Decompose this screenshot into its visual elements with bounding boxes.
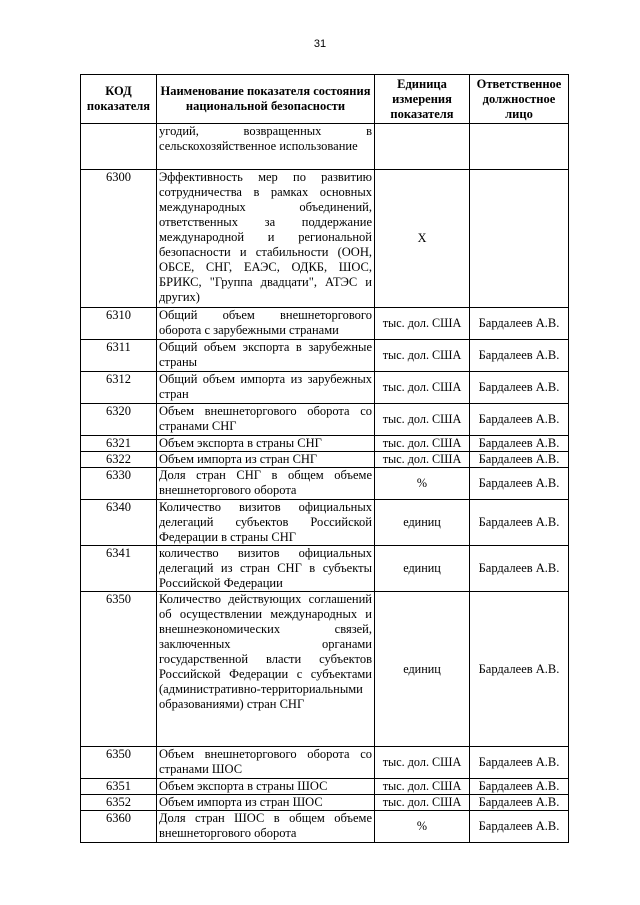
row-unit: единиц	[375, 592, 470, 747]
row-responsible: Бардалеев А.В.	[470, 747, 569, 779]
row-name: Общий объем экспорта в зарубежные страны	[157, 340, 375, 372]
table-header-row	[81, 75, 569, 124]
row-responsible: Бардалеев А.В.	[470, 468, 569, 500]
row-responsible: Бардалеев А.В.	[470, 340, 569, 372]
header-code: КОД показателя	[81, 75, 157, 124]
row-responsible: Бардалеев А.В.	[470, 811, 569, 843]
row-code: 6360	[81, 811, 157, 843]
row-code: 6350	[81, 747, 157, 779]
table-row	[81, 795, 569, 811]
row-name: Доля стран ШОС в общем объеме внешнеторгового оборота	[157, 811, 375, 843]
row-code: 6352	[81, 795, 157, 811]
table-row	[81, 404, 569, 436]
row-name: Объем внешнеторгового оборота со странами ШОС	[157, 747, 375, 779]
indicators-table	[80, 74, 569, 843]
table-row	[81, 124, 569, 170]
row-code: 6300	[81, 170, 157, 308]
row-name: Объем внешнеторгового оборота со странами СНГ	[157, 404, 375, 436]
row-responsible: Бардалеев А.В.	[470, 308, 569, 340]
page-number: 31	[313, 38, 327, 50]
row-code: 6322	[81, 452, 157, 468]
table-row	[81, 779, 569, 795]
row-unit: тыс. дол. США	[375, 747, 470, 779]
row-code: 6320	[81, 404, 157, 436]
row-unit: единиц	[375, 546, 470, 592]
row-responsible: Бардалеев А.В.	[470, 500, 569, 546]
row-code: 6330	[81, 468, 157, 500]
header-responsible: Ответственное должностное лицо	[470, 75, 569, 124]
row-name: Объем экспорта в страны ШОС	[157, 779, 375, 795]
table-row	[81, 811, 569, 843]
row-name: Объем экспорта в страны СНГ	[157, 436, 375, 452]
row-code: 6321	[81, 436, 157, 452]
row-responsible: Бардалеев А.В.	[470, 452, 569, 468]
table-row	[81, 436, 569, 452]
row-code: 6341	[81, 546, 157, 592]
table-row	[81, 308, 569, 340]
row-responsible: Бардалеев А.В.	[470, 404, 569, 436]
row-responsible	[470, 170, 569, 308]
row-unit: тыс. дол. США	[375, 779, 470, 795]
row-unit: тыс. дол. США	[375, 404, 470, 436]
row-name: Количество визитов официальных делегаций субъектов Российской Федерации в страны СНГ	[157, 500, 375, 546]
row-unit: %	[375, 468, 470, 500]
table-row	[81, 340, 569, 372]
row-name: угодий, возвращенных в сельскохозяйственное использование	[157, 124, 375, 170]
row-name: Объем импорта из стран ШОС	[157, 795, 375, 811]
row-responsible: Бардалеев А.В.	[470, 779, 569, 795]
row-unit: единиц	[375, 500, 470, 546]
header-unit: Единица измерения показателя	[375, 75, 470, 124]
row-responsible	[470, 124, 569, 170]
row-responsible: Бардалеев А.В.	[470, 372, 569, 404]
row-responsible: Бардалеев А.В.	[470, 436, 569, 452]
row-unit: %	[375, 811, 470, 843]
row-name: Количество действующих соглашений об осуществлении международных и внешнеэкономических связей, заключенных органами государственной власти субъектов Российской Федерации с субъектами (административно-территориальными образованиями) стран СНГ	[157, 592, 375, 747]
row-code: 6310	[81, 308, 157, 340]
row-code	[81, 124, 157, 170]
row-name: Общий объем импорта из зарубежных стран	[157, 372, 375, 404]
row-unit: тыс. дол. США	[375, 308, 470, 340]
row-unit: Х	[375, 170, 470, 308]
row-unit: тыс. дол. США	[375, 372, 470, 404]
row-name: Объем импорта из стран СНГ	[157, 452, 375, 468]
row-code: 6350	[81, 592, 157, 747]
row-name: Доля стран СНГ в общем объеме внешнеторгового оборота	[157, 468, 375, 500]
row-responsible: Бардалеев А.В.	[470, 592, 569, 747]
row-unit	[375, 124, 470, 170]
row-code: 6312	[81, 372, 157, 404]
row-unit: тыс. дол. США	[375, 452, 470, 468]
row-unit: тыс. дол. США	[375, 340, 470, 372]
row-name: количество визитов официальных делегаций из стран СНГ в субъекты Российской Федерации	[157, 546, 375, 592]
table-row	[81, 546, 569, 592]
row-code: 6351	[81, 779, 157, 795]
table-row	[81, 500, 569, 546]
row-unit: тыс. дол. США	[375, 436, 470, 452]
row-responsible: Бардалеев А.В.	[470, 795, 569, 811]
row-code: 6311	[81, 340, 157, 372]
row-unit: тыс. дол. США	[375, 795, 470, 811]
row-code: 6340	[81, 500, 157, 546]
table-row	[81, 170, 569, 308]
table-row	[81, 747, 569, 779]
table-row	[81, 372, 569, 404]
row-name: Эффективность мер по развитию сотрудничества в рамках основных международных объединений, ответственных за поддержание международной и региональной безопасности и стабильности (ООН, ОБСЕ, СНГ, ЕАЭС, ОДКБ, ШОС, БРИКС, "Группа двадцати", АТЭС и других)	[157, 170, 375, 308]
table-row	[81, 452, 569, 468]
table-row	[81, 468, 569, 500]
header-name: Наименование показателя состояния национальной безопасности	[157, 75, 375, 124]
row-name: Общий объем внешнеторгового оборота с зарубежными странами	[157, 308, 375, 340]
row-responsible: Бардалеев А.В.	[470, 546, 569, 592]
table-row	[81, 592, 569, 747]
